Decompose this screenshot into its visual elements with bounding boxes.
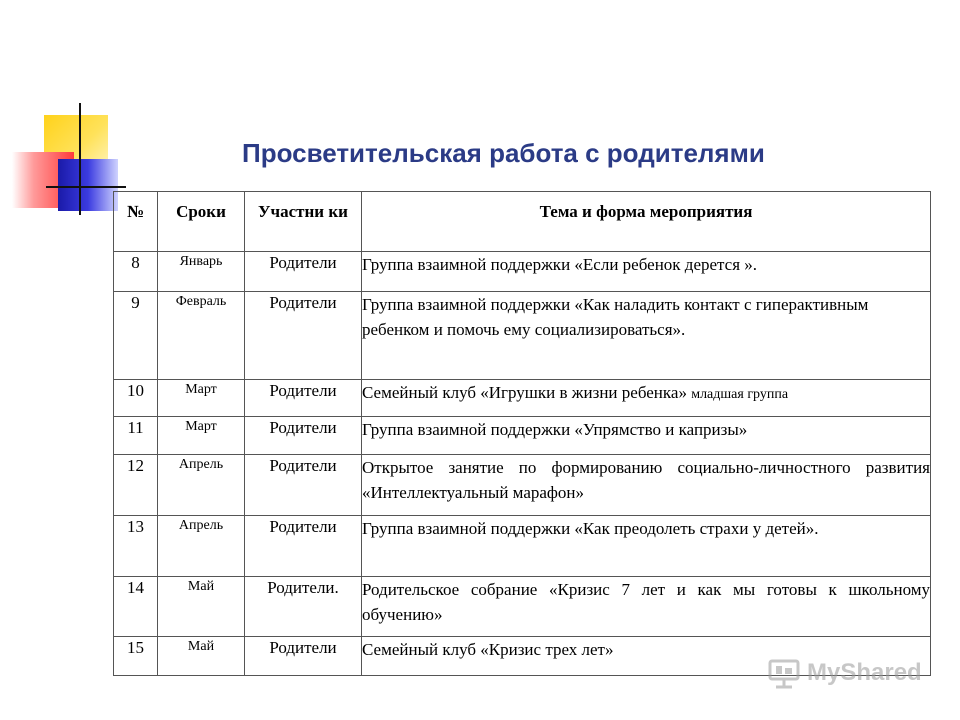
- row-topic: Семейный клуб «Кризис трех лет»: [362, 637, 931, 676]
- events-table: [113, 191, 931, 676]
- decor-horizontal-line: [46, 186, 126, 188]
- table-row: [114, 417, 931, 455]
- table-row: [114, 577, 931, 637]
- row-topic: Группа взаимной поддержки «Как наладить контакт с гиперактивным ребенком и помочь ему социализироваться».: [362, 292, 931, 380]
- decor-vertical-line: [79, 103, 81, 215]
- row-term: Март: [158, 417, 245, 455]
- row-num: 13: [114, 516, 158, 577]
- row-num: 15: [114, 637, 158, 676]
- header-term: Сроки: [158, 192, 245, 252]
- row-num: 9: [114, 292, 158, 380]
- row-term: Апрель: [158, 516, 245, 577]
- row-topic: [362, 380, 931, 417]
- row-topic: Открытое занятие по формированию социально-личностного развития «Интеллектуальный марафон»: [362, 455, 931, 516]
- watermark: [767, 656, 922, 690]
- row-participants: Родители.: [245, 577, 362, 637]
- row-term: Март: [158, 380, 245, 417]
- table-row: [114, 516, 931, 577]
- row-num: 10: [114, 380, 158, 417]
- row-term: Май: [158, 577, 245, 637]
- row-term: Май: [158, 637, 245, 676]
- row-participants: Родители: [245, 455, 362, 516]
- header-num: №: [114, 192, 158, 252]
- row-num: 8: [114, 252, 158, 292]
- row-participants: Родители: [245, 252, 362, 292]
- row-topic-text: Семейный клуб «Игрушки в жизни ребенка»: [362, 383, 687, 402]
- row-participants: Родители: [245, 380, 362, 417]
- decor-blue-square: [58, 159, 118, 211]
- row-num: 14: [114, 577, 158, 637]
- row-topic: Родительское собрание «Кризис 7 лет и как мы готовы к школьному обучению»: [362, 577, 931, 637]
- presentation-board-icon: [767, 656, 801, 690]
- watermark-text: MyShared: [807, 659, 922, 686]
- row-term: Апрель: [158, 455, 245, 516]
- row-topic: Группа взаимной поддержки «Упрямство и капризы»: [362, 417, 931, 455]
- row-num: 12: [114, 455, 158, 516]
- row-term: Февраль: [158, 292, 245, 380]
- slide-decoration: [0, 0, 140, 220]
- row-participants: Родители: [245, 417, 362, 455]
- header-topic: Тема и форма мероприятия: [362, 192, 931, 252]
- row-topic: Группа взаимной поддержки «Если ребенок дерется ».: [362, 252, 931, 292]
- row-participants: Родители: [245, 516, 362, 577]
- row-num: 11: [114, 417, 158, 455]
- table-header-row: [114, 192, 931, 252]
- row-topic: Группа взаимной поддержки «Как преодолеть страхи у детей».: [362, 516, 931, 577]
- page-title: Просветительская работа с родителями: [242, 138, 765, 168]
- table-row: [114, 455, 931, 516]
- row-term: Январь: [158, 252, 245, 292]
- row-participants: Родители: [245, 637, 362, 676]
- row-topic-note: младшая группа: [691, 387, 789, 402]
- table-row: [114, 380, 931, 417]
- table-row: [114, 252, 931, 292]
- table-row: [114, 292, 931, 380]
- header-participants: Участни ки: [245, 192, 362, 252]
- row-participants: Родители: [245, 292, 362, 380]
